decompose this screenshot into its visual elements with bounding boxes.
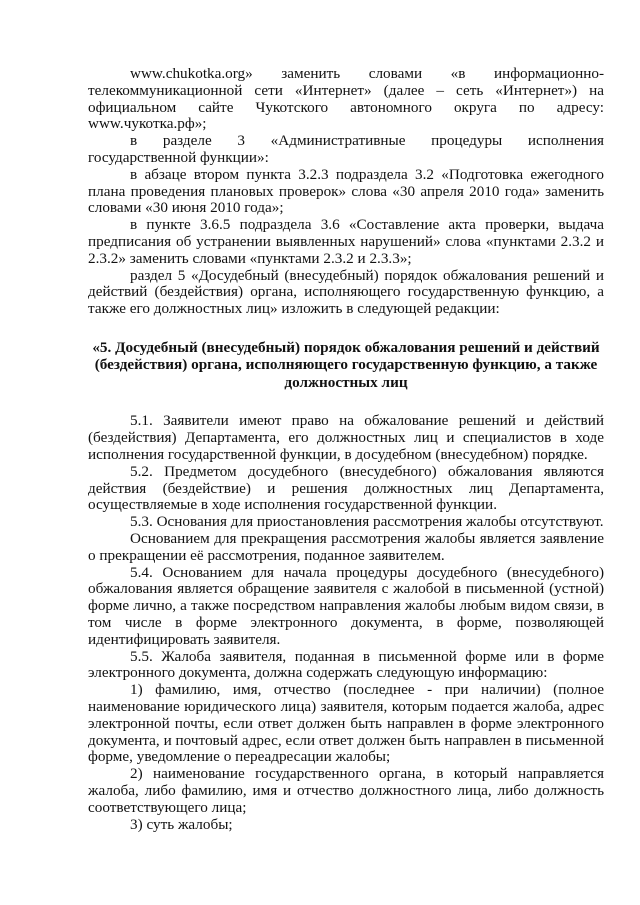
paragraph: 5.2. Предметом досудебного (внесудебного) обжалования являются действия (бездействие) и решения должностных лиц Департамента, осуществляемые в ходе исполнения государственной функции.: [88, 462, 604, 514]
paragraph: 5.1. Заявители имеют право на обжалование решений и действий (бездействия) Департамента, его должностных лиц и специалистов в ходе исполнения государственной функции, в досудебном (внесудебном) порядке.: [88, 412, 604, 464]
section-heading: «5. Досудебный (внесудебный) порядок обжалования решений и действий (бездействия) органа, исполняющего государственную функцию, а также должностных лиц: [92, 338, 600, 391]
paragraph: в разделе 3 «Административные процедуры исполнения государственной функции»:: [88, 132, 604, 166]
paragraph: в пункте 3.6.5 подраздела 3.6 «Составление акта проверки, выдача предписания об устранении выявленных нарушений» слова «пунктами 2.3.2 и 2.3.2» заменить словами «пунктами 2.3.2 и 2.3.3»;: [88, 216, 604, 267]
list-item: 2) наименование государственного органа, в который направляется жалоба, либо фамилию, имя и отчество должностного лица, либо должность соответствующего лица;: [88, 765, 604, 816]
paragraph: в абзаце втором пункта 3.2.3 подраздела 3.2 «Подготовка ежегодного плана проведения плановых проверок» слова «30 апреля 2010 года» заменить словами «30 июня 2010 года»;: [88, 165, 604, 217]
list-item: 1) фамилию, имя, отчество (последнее - при наличии) (полное наименование юридического лица) заявителя, которым подается жалоба, адрес электронной почты, если ответ должен быть направлен в форме электронного документа, и почтовый адрес, если ответ должен быть направлен в письменной форме, уведомление о переадресации жалобы;: [88, 681, 604, 766]
paragraph: 5.4. Основанием для начала процедуры досудебного (внесудебного) обжалования является обращение заявителя с жалобой в письменной (устной) форме лично, а также посредством направления жалобы любым видом связи, в том числе в форме электронного документа, в форме, позволяющей идентифицировать заявителя.: [88, 563, 604, 648]
paragraph: Основанием для прекращения рассмотрения жалобы является заявление о прекращении её рассмотрения, поданное заявителем.: [88, 530, 604, 564]
paragraph: 5.3. Основания для приостановления рассмотрения жалобы отсутствуют.: [130, 513, 604, 531]
paragraph: www.chukotka.org» заменить словами «в информационно-телекоммуникационной сети «Интернет» (далее – сеть «Интернет») на официальном сайте Чукотского автономного округа по адресу: www.чукотка.рф»;: [88, 65, 604, 133]
paragraph: 5.5. Жалоба заявителя, поданная в письменной форме или в форме электронного документа, должна содержать следующую информацию:: [88, 647, 604, 682]
paragraph: раздел 5 «Досудебный (внесудебный) порядок обжалования решений и действий (бездействия) органа, исполняющего государственную функцию, а также его должностных лиц» изложить в следующей редакции:: [88, 266, 604, 318]
list-item: 3) суть жалобы;: [130, 815, 233, 833]
document-body: [88, 66, 604, 833]
